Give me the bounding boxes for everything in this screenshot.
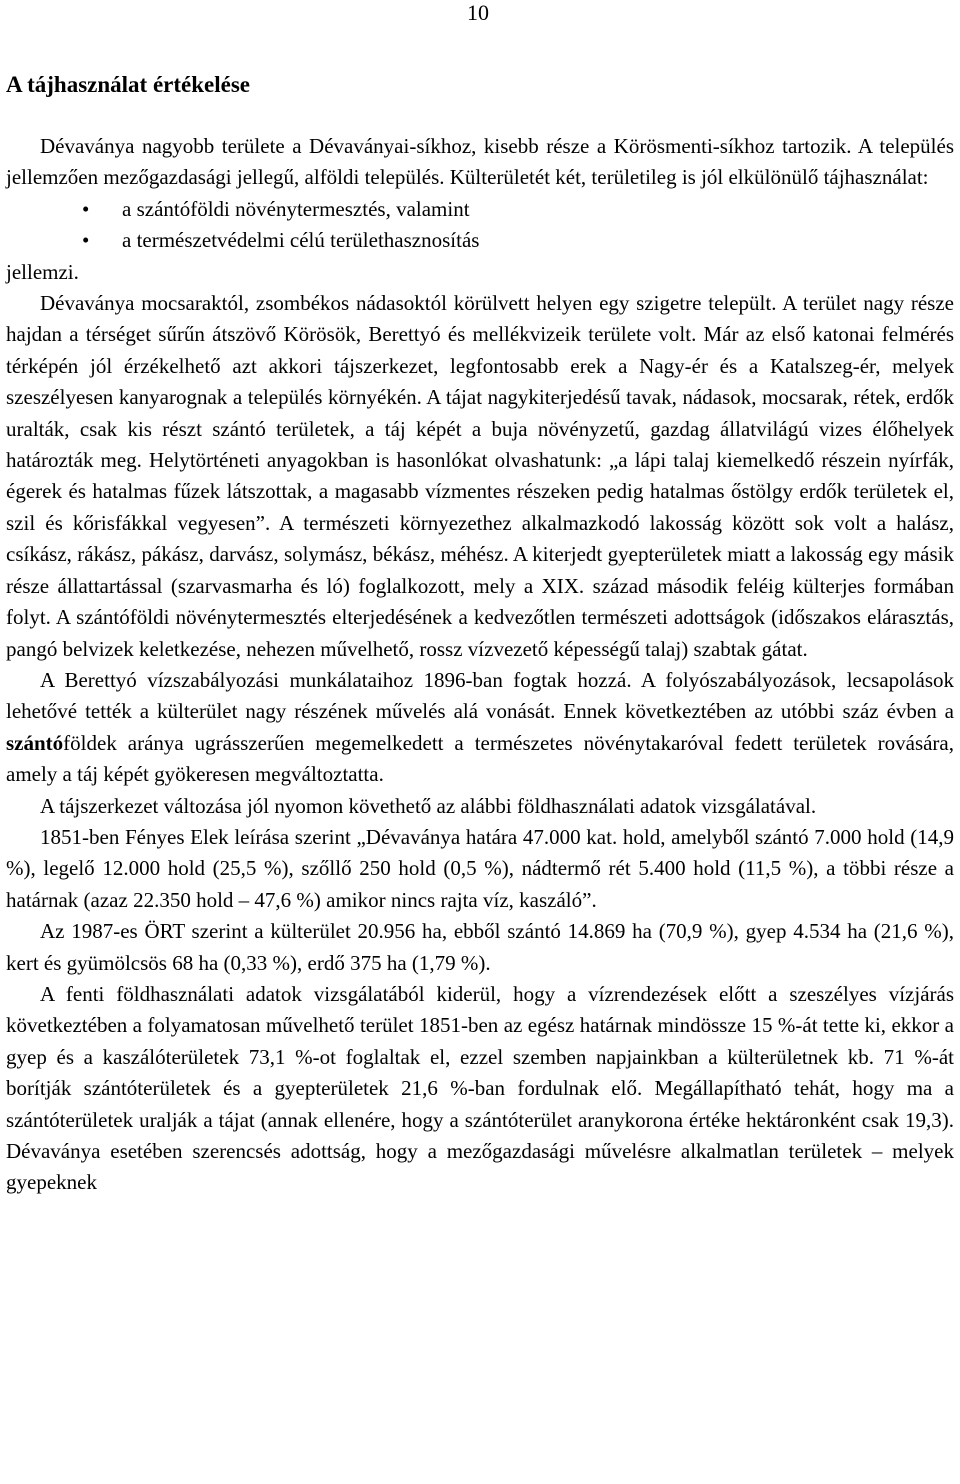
bullet-dot-icon: • bbox=[82, 196, 90, 221]
text-span: földek aránya ugrásszerűen megemelkedett a természetes növénytakaróval fedett területek rovására, amely a táj képét gyökeresen megváltoztatta. bbox=[6, 730, 954, 787]
text-span: A Berettyó vízszabályozási munkálataihoz 1896-ban fogtak hozzá. A folyószabályozások, lecsapolások lehetővé tették a külterület nagy részének művelés alá vonását. Ennek következtében az utóbbi száz évben a bbox=[6, 667, 954, 724]
paragraph-tail: jellemzi. bbox=[6, 259, 79, 284]
bullet-dot-icon: • bbox=[82, 228, 90, 253]
paragraph-intro: Dévaványa nagyobb területe a Dévaványai-síkhoz, kisebb része a Körösmenti-síkhoz tartozik. A település jellemzően mezőgazdasági jellegű, alföldi település. Külterületét két, területileg is jól elkülönülő tájhasználat: bbox=[6, 134, 954, 190]
bullet-list bbox=[6, 194, 954, 257]
bullet-item bbox=[6, 225, 954, 256]
page-number: 10 bbox=[467, 0, 489, 25]
bullet-text: a természetvédelmi célú területhasznosítás bbox=[122, 228, 480, 253]
document-body bbox=[6, 131, 954, 1199]
paragraph: A tájszerkezet változása jól nyomon követhető az alábbi földhasználati adatok vizsgálatával. bbox=[40, 793, 817, 818]
paragraph: 1851-ben Fényes Elek leírása szerint „Dévaványa határa 47.000 kat. hold, amelyből szántó 7.000 hold (14,9 %), legelő 12.000 hold (25,5 %), szőllő 250 hold (0,5 %), nádtermő rét 5.400 hold (11,5 %), a többi része a határnak (azaz 22.350 hold – 47,6 %) amikor nincs rajta víz, kaszáló”. bbox=[6, 824, 954, 912]
bold-text: szántó bbox=[6, 730, 64, 755]
bullet-text: a szántóföldi növénytermesztés, valamint bbox=[122, 196, 470, 221]
section-heading: A tájhasználat értékelése bbox=[6, 72, 250, 97]
paragraph: Az 1987-es ÖRT szerint a külterület 20.956 ha, ebből szántó 14.869 ha (70,9 %), gyep 4.534 ha (21,6 %), kert és gyümölcsös 68 ha (0,33 %), erdő 375 ha (1,79 %). bbox=[6, 919, 954, 975]
paragraph bbox=[6, 665, 954, 791]
bullet-item bbox=[6, 194, 954, 225]
paragraph: Dévaványa mocsaraktól, zsombékos nádasoktól körülvett helyen egy szigetre települt. A terület nagy része hajdan a térséget sűrűn átszövő Körösök, Berettyó és mellékvizeik területe volt. Már az első katonai felmérés térképén jól érzékelhető azt akkori tájszerkezet, legfontosabb erek a Nagy-ér és a Katalszeg-ér, melyek szeszélyesen kanyarognak a település környékén. A tájat nagykiterjedésű tavak, nádasok, mocsarak, rétek, erdők uralták, csak kis részt szántó területek, a táj képét a buja növényzetű, gazdag állatvilágú vizes élőhelyek határozták meg. Helytörténeti anyagokban is hasonlókat olvashatunk: „a lápi talaj kiemelkedő részein nyírfák, égerek és hatalmas fűzek látszottak, a magasabb vízmentes részeken pedig hatalmas őstölgy erdők területek el, szil és kőrisfákkal vegyesen”. A természeti környezethez alkalmazkodó lakosság között sok volt a halász, csíkász, rákász, pákász, darvász, solymász, békász, méhész. A kiterjedt gyepterületek miatt a lakosság egy másik része állattartással (szarvasmarha és ló) foglalkozott, mely a XIX. század második feléig külterjes formában folyt. A szántóföldi növénytermesztés elterjedésének a kedvezőtlen természeti adottságok (időszakos elárasztás, pangó belvizek keletkezése, nehezen művelhető, rossz vízvezető képességű talaj) szabtak gátat. bbox=[6, 291, 954, 661]
paragraph: A fenti földhasználati adatok vizsgálatából kiderül, hogy a vízrendezések előtt a szeszélyes vízjárás következtében a folyamatosan művelhető terület 1851-ben az egész határnak mindössze 15 %-át tette ki, ekkor a gyep és a kaszálóterületek 73,1 %-ot foglaltak el, ezzel szemben napjainkban a külterületnek kb. 71 %-át borítják szántóterületek és a gyepterületek 21,6 %-ban fordulnak elő. Megállapítható tehát, hogy ma a szántóterületek uralják a tájat (annak ellenére, hogy a szántóterület aranykorona értéke hektáronként csak 19,3). Dévaványa esetében szerencsés adottság, hogy a mezőgazdasági művelésre alkalmatlan területek – melyek gyepeknek bbox=[6, 981, 954, 1195]
